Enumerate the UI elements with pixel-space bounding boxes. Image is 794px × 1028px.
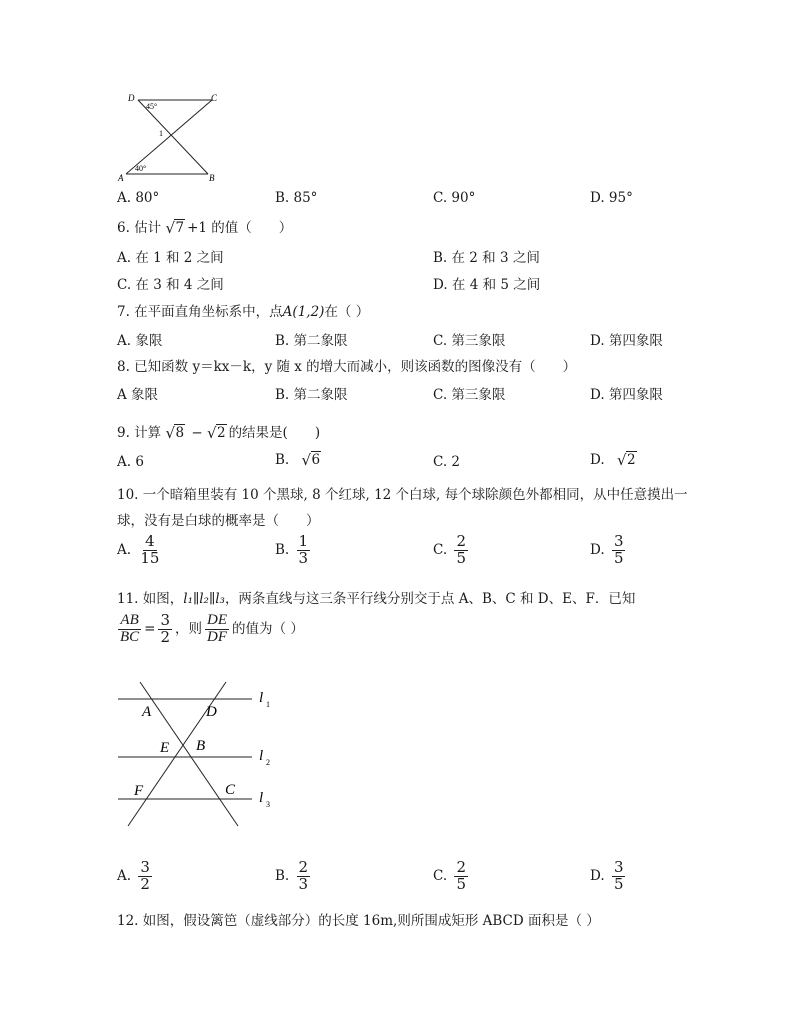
- q10-option-c-label: C.: [433, 541, 448, 558]
- q11-option-b-fraction: [297, 860, 311, 893]
- label-b: B: [209, 173, 215, 183]
- label-c: C: [225, 782, 236, 798]
- label-a: A: [118, 173, 124, 183]
- q10-stem-line2: 球，没有是白球的概率是（ ）: [117, 513, 320, 529]
- q11-equals: =: [144, 620, 156, 637]
- q10-option-b: [275, 534, 313, 567]
- q11-option-a-fraction: [138, 860, 152, 893]
- q7-option-d: D. 第四象限: [590, 333, 663, 349]
- q11-mid: ，则: [175, 620, 203, 637]
- label-f: F: [134, 783, 144, 799]
- label-d: D: [128, 93, 135, 103]
- q11-frac3-den: DF: [207, 628, 228, 645]
- q11-option-a-label: A.: [117, 867, 132, 884]
- label-a: A: [142, 704, 152, 720]
- q10-option-c-num: 2: [456, 532, 466, 550]
- label-b: B: [196, 738, 206, 754]
- q9-radicand-2: 2: [216, 425, 226, 441]
- q12-stem: 12. 如图，假设篱笆（虚线部分）的长度 16m,则所围成矩形 ABCD 面积是（ ）: [117, 913, 600, 929]
- transversal-adc: [140, 682, 238, 826]
- q11-option-a-den: 2: [140, 874, 150, 893]
- angle-40-label: 40°: [135, 164, 147, 173]
- q11-option-c-label: C.: [433, 867, 448, 884]
- q10-option-b-den: 3: [298, 548, 309, 567]
- label-l2: l: [259, 748, 264, 764]
- q9-option-b-label: B.: [275, 452, 290, 468]
- q6-sqrt: [165, 220, 185, 236]
- q9-suffix: 的结果是( ): [228, 425, 321, 441]
- q5-option-a: A. 80°: [117, 190, 160, 206]
- label-l1: l: [259, 690, 264, 706]
- q10-option-b-label: B.: [275, 541, 290, 558]
- q10-option-d-num: 3: [613, 532, 624, 550]
- q11-fraction-ab-bc: [118, 613, 141, 646]
- label-l3-sub: 3: [266, 800, 270, 809]
- q10-option-a-fraction: [138, 534, 161, 567]
- segment-ca: [126, 100, 212, 174]
- q11-option-d: [590, 860, 628, 893]
- q10-stem-line1: 10. 一个暗箱里装有 10 个黑球, 8 个红球, 12 个白球, 每个球除颜色外都相同，从中任意摸出一: [117, 487, 688, 503]
- q9-option-b: [275, 452, 323, 468]
- q8-option-a: A 象限: [117, 387, 159, 403]
- q11-option-d-label: D.: [590, 867, 605, 884]
- q11-end: 的值为（ ）: [232, 620, 304, 637]
- q11-option-c: [433, 860, 471, 893]
- label-c: C: [211, 93, 218, 103]
- q11-frac1-num: AB: [120, 612, 139, 628]
- q10-option-c: [433, 534, 471, 567]
- q11-stem-line2: [115, 613, 304, 646]
- q11-option-b-label: B.: [275, 867, 290, 884]
- q10-option-a-label: A.: [117, 541, 132, 558]
- q11-option-d-den: 5: [613, 874, 624, 893]
- label-d: D: [206, 704, 217, 720]
- q10-option-a-num: 4: [145, 532, 155, 550]
- q11-prefix: 11. 如图，: [117, 591, 184, 607]
- label-l2-sub: 2: [266, 758, 270, 767]
- q6-stem: [117, 216, 292, 236]
- q6-radicand: 7: [175, 220, 185, 236]
- q9-sqrt-2: [207, 425, 227, 441]
- q9-option-d-radicand: 2: [626, 452, 636, 468]
- q11-fraction-3-2: [158, 613, 172, 646]
- q8-option-d: D. 第四象限: [590, 387, 663, 403]
- q11-option-b-num: 2: [298, 858, 309, 876]
- label-e: E: [160, 740, 170, 756]
- q11-option-a-num: 3: [140, 858, 150, 876]
- q9-minus: −: [191, 425, 203, 441]
- q10-option-d-den: 5: [613, 548, 624, 567]
- q6-option-c: C. 在 3 和 4 之间: [117, 277, 224, 293]
- segment-db: [138, 100, 208, 174]
- label-l3: l: [259, 790, 264, 806]
- q11-option-c-fraction: [454, 860, 468, 893]
- q8-stem: 8. 已知函数 y＝kx－k，y 随 x 的增大而减小，则该函数的图像没有（ ）: [117, 359, 577, 375]
- q7-suffix: 在（ ）: [324, 304, 370, 320]
- q11-fraction-de-df: [205, 613, 229, 646]
- label-l1-sub: 1: [266, 700, 270, 709]
- q5-option-c: C. 90°: [433, 190, 476, 206]
- q8-option-b: B. 第二象限: [275, 387, 348, 403]
- q9-option-d-label: D.: [590, 452, 605, 468]
- q5-figure: [112, 88, 222, 184]
- q6-option-a: A. 在 1 和 2 之间: [117, 250, 224, 266]
- q7-prefix: 7. 在平面直角坐标系中，点: [117, 304, 283, 320]
- q9-option-b-radicand: 6: [311, 452, 321, 468]
- q8-option-c: C. 第三象限: [433, 387, 506, 403]
- q6-prefix: 6. 估计: [117, 220, 162, 236]
- q11-option-a: [117, 860, 155, 893]
- q11-option-c-den: 5: [456, 874, 466, 893]
- q6-option-b: B. 在 2 和 3 之间: [433, 250, 540, 266]
- q11-frac2-den: 2: [160, 627, 171, 646]
- q9-sqrt-1: [165, 425, 185, 441]
- q5-option-d: D. 95°: [590, 190, 633, 206]
- q6-option-d: D. 在 4 和 5 之间: [433, 277, 541, 293]
- q7-option-c: C. 第三象限: [433, 333, 506, 349]
- q7-point: A(1,2): [282, 304, 325, 320]
- angle-45-label: 45°: [146, 102, 158, 111]
- q11-figure: [112, 680, 282, 830]
- q11-option-b: [275, 860, 313, 893]
- q10-option-a: [117, 534, 164, 567]
- q11-option-d-num: 3: [613, 858, 624, 876]
- q9-radicand-1: 8: [175, 425, 185, 441]
- q11-option-d-fraction: [612, 860, 626, 893]
- q11-stem-line1: [117, 587, 635, 607]
- q7-option-b: B. 第二象限: [275, 333, 348, 349]
- q10-option-c-fraction: [454, 534, 468, 567]
- q10-option-d-label: D.: [590, 541, 605, 558]
- q7-stem: [117, 300, 369, 320]
- q9-option-c: C. 2: [433, 454, 461, 470]
- q10-option-b-fraction: [297, 534, 311, 567]
- q10-option-d: [590, 534, 628, 567]
- q7-option-a: A. 象限: [117, 333, 163, 349]
- q10-option-b-num: 1: [298, 532, 309, 550]
- q9-prefix: 9. 计算: [117, 425, 162, 441]
- q9-stem: [117, 421, 320, 441]
- q10-option-d-fraction: [612, 534, 626, 567]
- q11-parallel-lines: l₁∥l₂∥l₃: [183, 591, 225, 607]
- q11-option-b-den: 3: [298, 874, 309, 893]
- q9-option-d-sqrt: [617, 452, 637, 468]
- q10-option-a-den: 15: [140, 548, 160, 567]
- q11-frac3-num: DE: [207, 612, 228, 628]
- angle-1-label: 1: [159, 129, 163, 138]
- q6-suffix: +1 的值（ ）: [187, 220, 293, 236]
- q11-option-c-num: 2: [456, 858, 466, 876]
- q11-frac1-den: BC: [120, 628, 140, 645]
- q5-option-b: B. 85°: [275, 190, 318, 206]
- q11-frac2-num: 3: [160, 611, 171, 629]
- q9-option-a: A. 6: [117, 454, 144, 470]
- q11-suffix: ，两条直线与这三条平行线分别交于点 A、B、C 和 D、E、F．已知: [224, 591, 636, 607]
- q9-option-b-sqrt: [302, 452, 322, 468]
- q10-option-c-den: 5: [456, 548, 466, 567]
- q9-option-d: [590, 452, 639, 468]
